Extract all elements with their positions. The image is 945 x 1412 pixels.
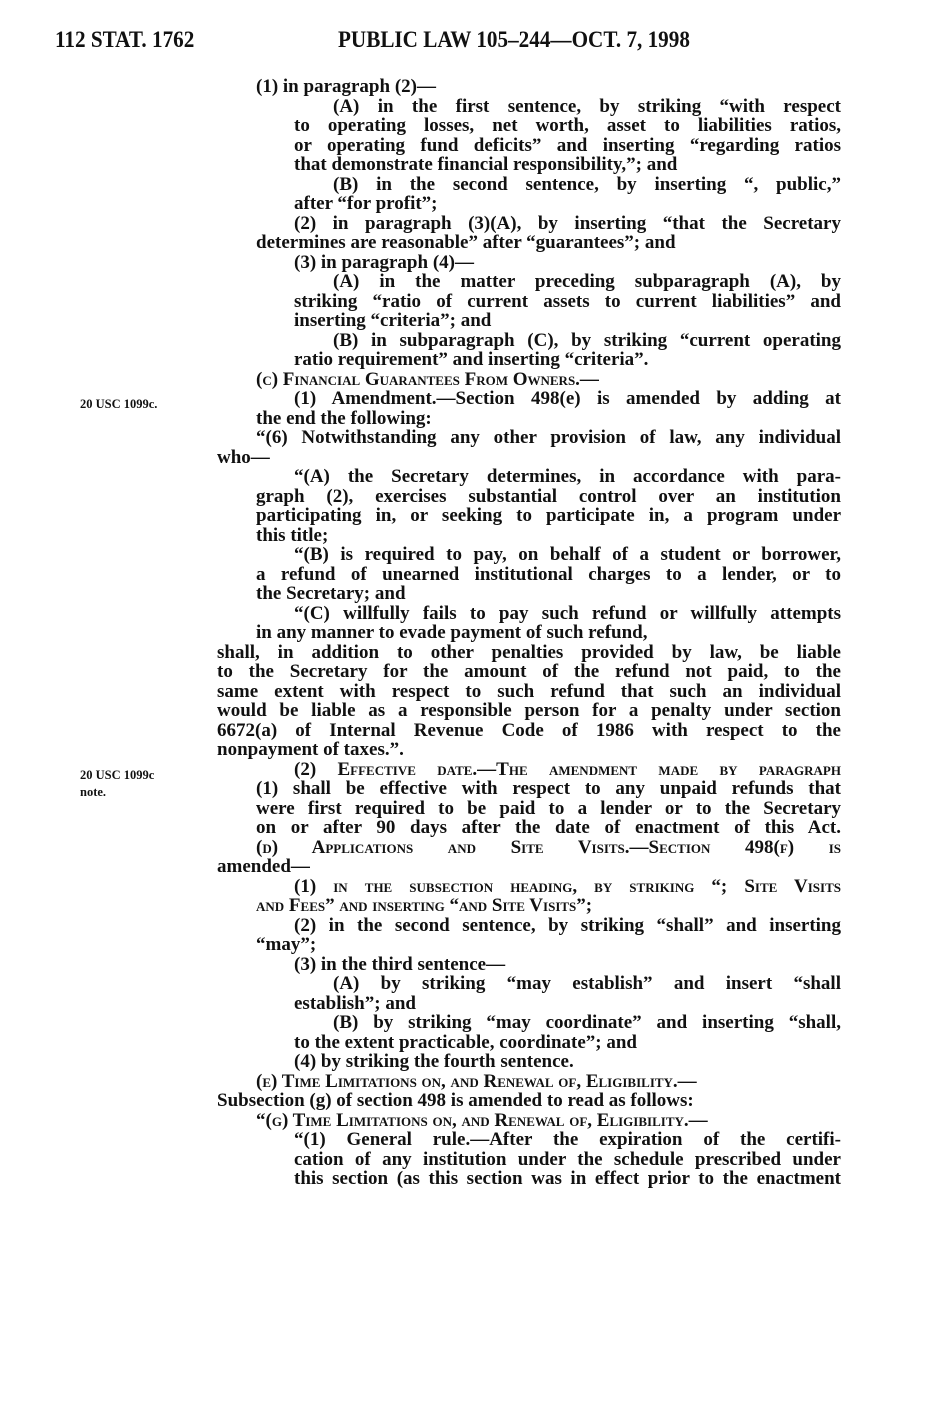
text-line: “may”; bbox=[256, 934, 317, 955]
text-line: in any manner to evade payment of such refund, bbox=[256, 622, 648, 643]
text-line: shall, in addition to other penalties provided by law, be liable bbox=[217, 641, 841, 663]
text-line: (4) by striking the fourth sentence. bbox=[294, 1051, 574, 1072]
text-line: (2) in paragraph (3)(A), by inserting “that the Secretary bbox=[294, 212, 841, 234]
text-line: ratio requirement” and inserting “criteria”. bbox=[294, 349, 649, 370]
page-reference: 112 STAT. 1762 bbox=[55, 27, 195, 52]
text-line: (1) shall be effective with respect to any unpaid refunds that bbox=[256, 778, 841, 799]
text-line: (1) in the subsection heading, by striking “; Site Visits bbox=[294, 875, 841, 897]
subsection-heading: (d) Applications and Site Visits.—Section 498(f) is bbox=[256, 836, 841, 858]
text-line: (B) in subparagraph (C), by striking “current operating bbox=[333, 329, 841, 351]
page-header bbox=[0, 0, 945, 70]
text-line: and Fees” and inserting “and Site Visits”; bbox=[256, 895, 593, 916]
text-line: (3) in paragraph (4)— bbox=[294, 251, 474, 273]
text-line: graph (2), exercises substantial control over an institution bbox=[256, 485, 841, 507]
margin-citation-line: note. bbox=[80, 785, 107, 799]
text-line: striking “ratio of current assets to current liabilities” and bbox=[294, 290, 841, 312]
text-line: “(C) willfully fails to pay such refund or willfully attempts bbox=[294, 602, 841, 624]
text-line: “(6) Notwithstanding any other provision of law, any individual bbox=[256, 427, 841, 448]
text-line: “(1) General rule.—After the expiration of the certifi- bbox=[294, 1129, 841, 1150]
text-line: the end the following: bbox=[256, 407, 432, 429]
text-line: same extent with respect to such refund that such an individual bbox=[217, 680, 841, 702]
text-line: or operating fund deficits” and inserting “regarding ratios bbox=[294, 134, 841, 156]
subsection-heading: (c) Financial Guarantees From Owners.— bbox=[256, 368, 599, 390]
text-line: inserting “criteria”; and bbox=[294, 310, 492, 331]
text-line: were first required to be paid to a lender or to the Secretary bbox=[256, 797, 841, 819]
text-line: on or after 90 days after the date of enactment of this Act. bbox=[256, 817, 841, 838]
text-line: (B) in the second sentence, by inserting “, public,” bbox=[333, 173, 841, 195]
running-head-title: PUBLIC LAW 105–244—OCT. 7, 1998 bbox=[338, 27, 690, 52]
text-line: (A) in the matter preceding subparagraph (A), by bbox=[333, 271, 841, 292]
text-line: (A) by striking “may establish” and insert “shall bbox=[333, 973, 841, 994]
margin-citation: 20 USC 1099c. bbox=[80, 397, 158, 411]
text-line: (1) in paragraph (2)— bbox=[256, 76, 436, 97]
text-line: (B) by striking “may coordinate” and inserting “shall, bbox=[333, 1012, 841, 1033]
text-line: to operating losses, net worth, asset to liabilities ratios, bbox=[294, 115, 841, 136]
text-line: (2) in the second sentence, by striking “shall” and inserting bbox=[294, 914, 841, 936]
text-line: the Secretary; and bbox=[256, 583, 406, 604]
margin-citation-line: 20 USC 1099c bbox=[80, 768, 155, 782]
text-line: to the extent practicable, coordinate”; and bbox=[294, 1031, 637, 1053]
text-line: to the Secretary for the amount of the refund not paid, to the bbox=[217, 661, 841, 682]
subsection-heading: (e) Time Limitations on, and Renewal of, Eligibility.— bbox=[256, 1070, 697, 1092]
text-line: Subsection (g) of section 498 is amended to read as follows: bbox=[217, 1090, 694, 1111]
text-line: establish”; and bbox=[294, 992, 416, 1014]
text-line: (1) Amendment.—Section 498(e) is amended by adding at bbox=[294, 388, 841, 409]
text-line: who— bbox=[217, 446, 270, 468]
text-line: “(g) Time Limitations on, and Renewal of, Eligibility.— bbox=[256, 1109, 708, 1131]
text-line: would be liable as a responsible person for a penalty under section bbox=[217, 700, 841, 721]
text-line: that demonstrate financial responsibility,”; and bbox=[294, 154, 678, 175]
margin-citation-note bbox=[80, 767, 154, 801]
text-line: amended— bbox=[217, 856, 310, 877]
text-line: after “for profit”; bbox=[294, 193, 438, 214]
text-line: a refund of unearned institutional charges to a lender, or to bbox=[256, 563, 841, 585]
text-line: nonpayment of taxes.”. bbox=[217, 739, 404, 760]
text-line: “(B) is required to pay, on behalf of a student or borrower, bbox=[294, 544, 841, 565]
text-line: 6672(a) of Internal Revenue Code of 1986 with respect to the bbox=[217, 719, 841, 741]
text-line: cation of any institution under the schedule prescribed under bbox=[294, 1148, 841, 1170]
text-line: (A) in the first sentence, by striking “with respect bbox=[333, 95, 841, 117]
text-line: this title; bbox=[256, 524, 329, 546]
text-line: (3) in the third sentence— bbox=[294, 953, 506, 975]
text-line: participating in, or seeking to participate in, a program under bbox=[256, 505, 841, 526]
text-line: determines are reasonable” after “guarantees”; and bbox=[256, 232, 676, 253]
text-line: this section (as this section was in effect prior to the enactment bbox=[294, 1168, 841, 1189]
text-line: (2) Effective date.—The amendment made by paragraph bbox=[294, 758, 841, 780]
text-line: “(A) the Secretary determines, in accordance with para- bbox=[294, 466, 841, 487]
document-body bbox=[217, 77, 841, 1189]
